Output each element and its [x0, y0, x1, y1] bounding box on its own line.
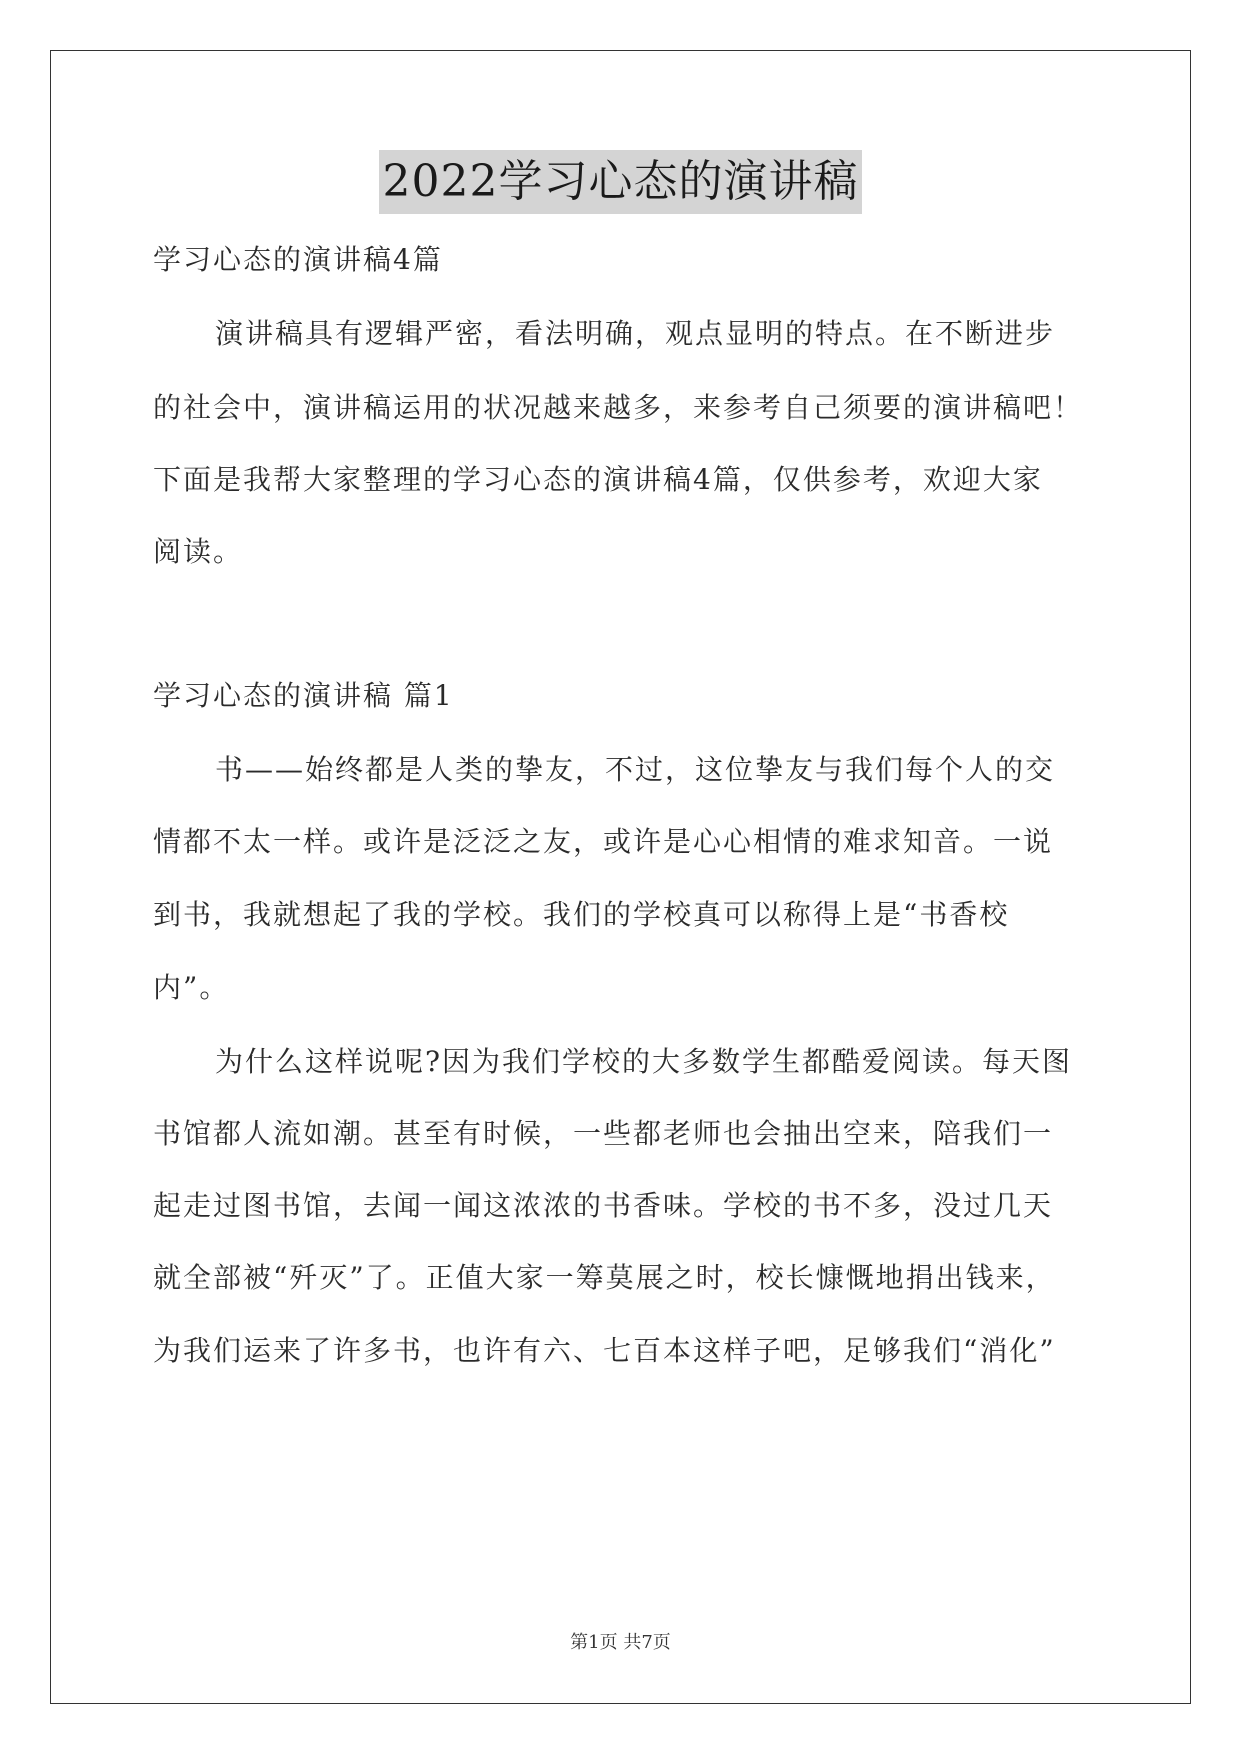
title-container	[0, 150, 1241, 214]
page-number: 第1页 共7页	[570, 1632, 671, 1653]
paragraph-line: 书馆都人流如潮。甚至有时候，一些都老师也会抽出空来，陪我们一	[153, 1117, 1054, 1150]
document-subtitle: 学习心态的演讲稿4篇	[153, 243, 443, 276]
paragraph-line: 书——始终都是人类的挚友，不过，这位挚友与我们每个人的交	[215, 753, 1056, 786]
paragraph-line: 为我们运来了许多书，也许有六、七百本这样子吧，足够我们“消化”	[153, 1334, 1056, 1367]
paragraph-line: 起走过图书馆，去闻一闻这浓浓的书香味。学校的书不多，没过几天	[153, 1189, 1054, 1222]
intro-line: 阅读。	[153, 535, 244, 568]
intro-line: 演讲稿具有逻辑严密，看法明确，观点显明的特点。在不断进步	[215, 317, 1056, 350]
paragraph-line: 为什么这样说呢?因为我们学校的大多数学生都酷爱阅读。每天图	[215, 1045, 1073, 1078]
intro-line: 下面是我帮大家整理的学习心态的演讲稿4篇，仅供参考，欢迎大家	[153, 463, 1043, 496]
paragraph-line: 内”。	[153, 971, 230, 1004]
intro-line: 的社会中，演讲稿运用的状况越来越多，来参考自己须要的演讲稿吧！	[153, 391, 1084, 424]
paragraph-line: 就全部被“歼灭”了。正值大家一筹莫展之时，校长慷慨地捐出钱来，	[153, 1261, 1056, 1294]
document-title: 2022学习心态的演讲稿	[379, 150, 863, 214]
page-border	[50, 50, 1191, 1704]
paragraph-line: 到书，我就想起了我的学校。我们的学校真可以称得上是“书香校	[153, 898, 1010, 931]
section-heading: 学习心态的演讲稿 篇1	[153, 679, 454, 712]
paragraph-line: 情都不太一样。或许是泛泛之友，或许是心心相情的难求知音。一说	[153, 825, 1054, 858]
